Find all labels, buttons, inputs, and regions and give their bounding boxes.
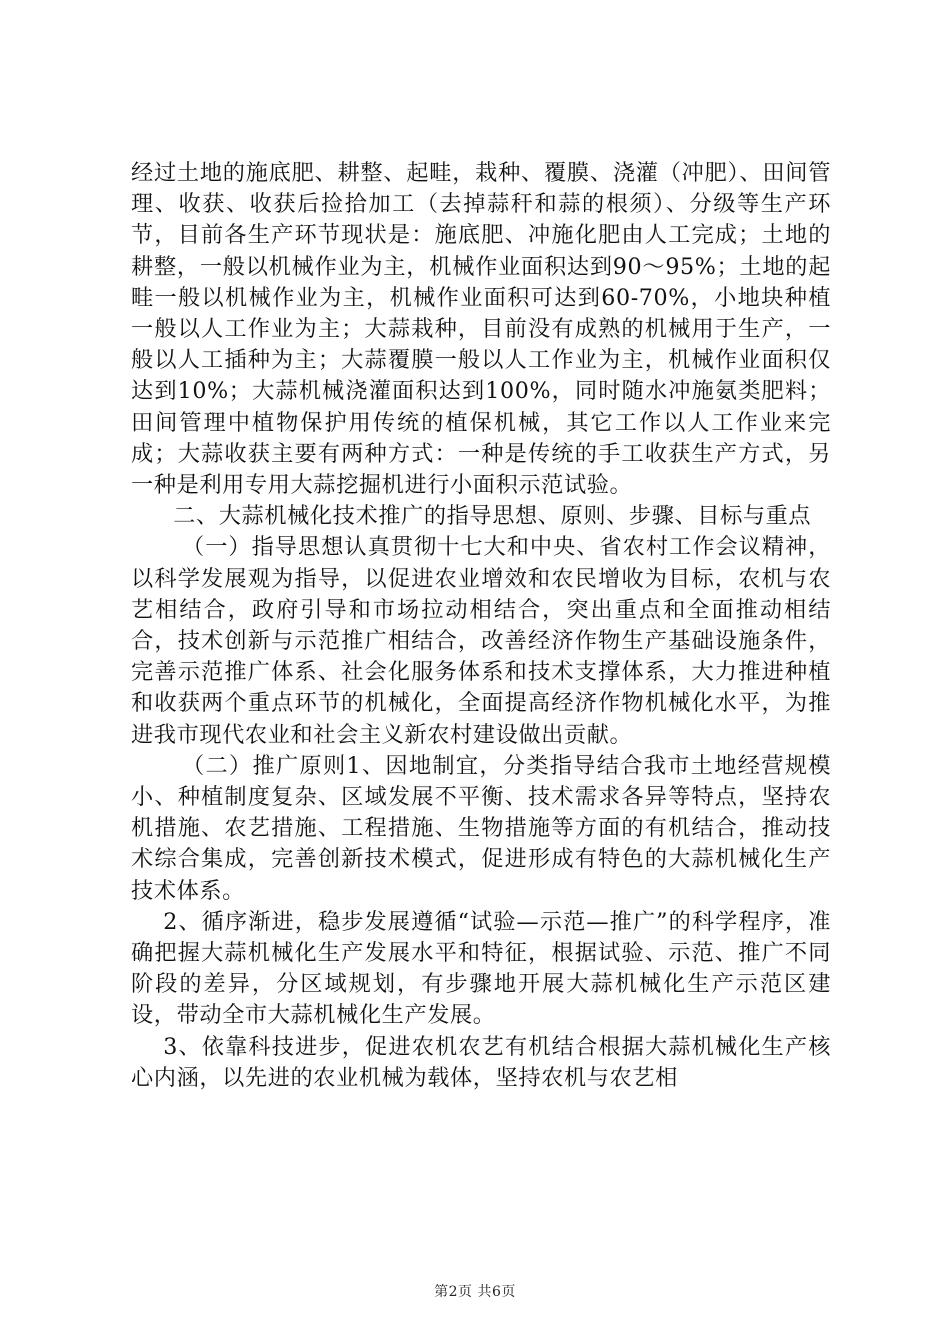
paragraph-production-status: 经过土地的施底肥、耕整、起畦，栽种、覆膜、浇灌（冲肥）、田间管理、收获、收获后捡拾加工（去掉蒜秆和蒜的根须）、分级等生产环节，目前各生产环节现状是：施底肥、冲施化肥由人工完成；土地的耕整，一般以机械作业为主，机械作业面积达到90～95%；土地的起畦一般以机械作业为主，机械作业面积可达到60-70%，小地块种植一般以人工作业为主；大蒜栽种，目前没有成熟的机械用于生产，一般以人工插种为主；大蒜覆膜一般以人工作业为主，机械作业面积仅达到10%；大蒜机械浇灌面积达到100%，同时随水冲施氨类肥料；田间管理中植物保护用传统的植保机械，其它工作以人工作业来完成；大蒜收获主要有两种方式：一种是传统的手工收获生产方式，另一种是利用专用大蒜挖掘机进行小面积示范试验。 — [131, 160, 831, 499]
section-heading-two: 二、大蒜机械化技术推广的指导思想、原则、步骤、目标与重点 — [173, 503, 812, 530]
paragraph-guiding-thought: （一）指导思想认真贯彻十七大和中央、省农村工作会议精神，以科学发展观为指导，以促进农业增效和农民增收为目标，农机与农艺相结合，政府引导和市场拉动相结合，突出重点和全面推动相结合，技术创新与示范推广相结合，改善经济作物生产基础设施条件，完善示范推广体系、社会化服务体系和技术支撑体系，大力推进种植和收获两个重点环节的机械化，全面提高经济作物机械化水平，为推进我市现代农业和社会主义新农村建设做出贡献。 — [131, 534, 831, 748]
paragraph-tech-progress: 3、依靠科技进步，促进农机农艺有机结合根据大蒜机械化生产核心内涵，以先进的农业机械为载体，坚持农机与农艺相 — [131, 1033, 831, 1091]
page-footer — [0, 1281, 950, 1301]
document-body — [131, 158, 831, 1094]
page-number-label: 第2页 共6页 — [434, 1284, 516, 1300]
paragraph-promotion-principles: （二）推广原则1、因地制宜，分类指导结合我市土地经营规模小、种植制度复杂、区域发展不平衡、技术需求各异等特点，坚持农机措施、农艺措施、工程措施、生物措施等方面的有机结合，推动技术综合集成，完善创新技术模式，促进形成有特色的大蒜机械化生产技术体系。 — [131, 752, 831, 904]
paragraph-gradual-progress: 2、循序渐进，稳步发展遵循“试验—示范—推广”的科学程序，准确把握大蒜机械化生产发展水平和特征，根据试验、示范、推广不同阶段的差异，分区域规划，有步骤地开展大蒜机械化生产示范区建设，带动全市大蒜机械化生产发展。 — [131, 908, 831, 1029]
